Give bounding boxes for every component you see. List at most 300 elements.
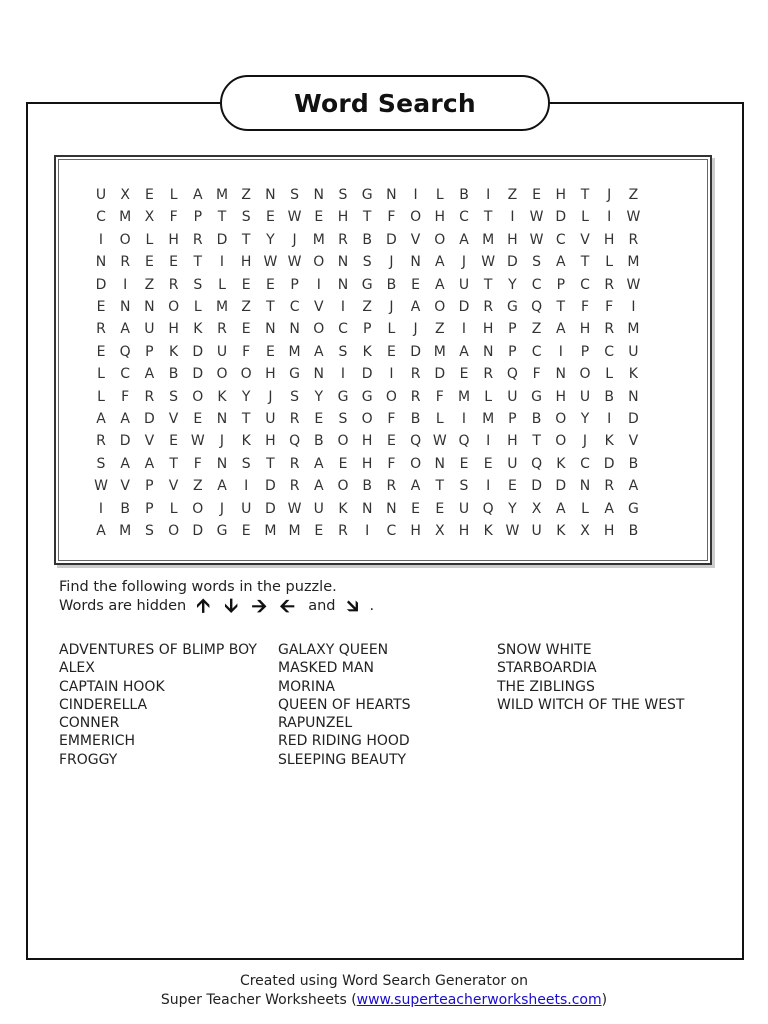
grid-letter: E [144,254,154,271]
word-list-item: ADVENTURES OF BLIMP BOY [59,642,257,658]
grid-letter: B [459,187,469,203]
arrow-down-icon: 🡫 [224,595,239,617]
grid-letter: E [169,254,179,271]
grid-letter: S [338,187,348,203]
grid-letter: T [193,254,203,271]
grid-letter: E [265,343,275,360]
grid-letter: R [289,478,300,495]
grid-letter: M [119,523,132,539]
grid-letter: L [97,388,105,405]
grid-letter: D [192,523,204,539]
grid-letter: U [507,388,518,405]
grid-letter: L [218,276,226,293]
grid-letter: Z [531,321,542,338]
grid-letter: V [628,433,639,450]
instructions [59,578,374,616]
grid-letter: A [217,478,227,495]
grid-letter: E [193,411,203,427]
grid-letter: A [144,455,155,472]
grid-letter: R [338,231,348,248]
grid-letter: S [96,455,106,472]
grid-letter: D [216,231,228,248]
word-list-item: RAPUNZEL [278,715,353,732]
grid-letter: I [316,276,321,293]
grid-letter: Q [482,500,494,517]
grid-letter: A [314,478,324,495]
grid-letter: R [410,388,421,405]
word-list-item: GALAXY QUEEN [278,642,389,658]
grid-letter: R [338,523,348,539]
grid-letter: G [531,388,543,405]
grid-letter: L [193,299,202,315]
grid-letter: O [337,433,349,450]
grid-letter: F [387,209,396,226]
grid-letter: N [579,478,591,495]
grid-letter: S [144,523,154,539]
grid-letter: S [241,209,251,226]
grid-letter: Z [193,478,203,495]
word-list-item: QUEEN OF HEARTS [278,696,411,713]
grid-letter: A [314,455,324,472]
grid-letter: O [555,411,567,427]
grid-letter: E [314,411,324,427]
grid-letter: V [168,478,179,495]
instructions-and: and [308,598,336,614]
grid-letter: D [95,276,107,293]
grid-letter: L [581,209,589,226]
grid-letter: J [413,321,418,338]
grid-letter: S [338,411,348,427]
grid-letter: A [120,321,130,338]
grid-letter: S [532,254,542,271]
grid-letter: L [605,366,614,383]
grid-letter: F [121,388,130,405]
grid-letter: L [169,187,178,203]
grid-letter: G [627,500,639,517]
grid-letter: L [435,411,444,427]
grid-letter: D [555,478,567,495]
grid-letter: T [483,276,493,293]
grid-letter: M [215,299,229,315]
footer-suffix: ) [601,992,608,1008]
grid-letter: S [193,276,203,293]
word-list-column-1 [59,641,257,769]
grid-letter: F [387,455,396,472]
grid-letter: U [95,187,107,203]
grid-letter: C [96,209,106,226]
grid-letter: I [413,187,418,203]
grid-letter: C [120,366,131,383]
grid-letter: D [361,366,373,383]
footer-line-1: Created using Word Search Generator on [239,973,529,989]
grid-letter: W [287,254,302,271]
footer [0,972,768,1010]
grid-letter: O [119,231,131,248]
grid-letter: R [483,366,494,383]
grid-letter: D [265,478,276,495]
grid-letter: P [145,343,154,360]
instructions-line-1: Find the following words in the puzzle. [59,579,337,595]
grid-letter: H [240,254,252,271]
instructions-prefix: Words are hidden [59,598,187,614]
grid-letter: P [193,209,203,226]
arrow-right-icon: 🡪 [251,595,267,617]
grid-letter: S [241,455,251,472]
grid-letter: C [604,343,615,360]
grid-letter: E [483,455,493,472]
grid-letter: U [313,500,324,517]
grid-letter: M [215,187,229,203]
grid-letter: O [579,366,591,383]
grid-letter: I [123,276,128,293]
grid-letter: X [435,523,445,539]
grid-letter: W [287,209,302,226]
grid-letter: R [604,276,615,293]
grid-letter: C [386,523,397,539]
grid-letter: P [508,321,517,338]
grid-letter: R [144,388,155,405]
grid-letter: R [168,276,179,293]
grid-letter: T [266,455,275,472]
word-list-item: WILD WITCH OF THE WEST [497,696,685,713]
grid-letter: K [604,433,614,450]
grid-letter: Z [241,299,251,315]
grid-letter: Y [508,276,517,293]
grid-letter: O [168,299,180,315]
grid-letter: Q [531,455,543,472]
word-list-item: ALEX [59,660,95,677]
grid-letter: P [508,411,517,427]
grid-letter: M [482,411,495,427]
grid-letter: E [96,343,106,360]
grid-letter: F [193,455,202,472]
grid-letter: N [144,299,155,315]
grid-letter: V [168,411,179,427]
grid-letter: J [219,500,225,517]
grid-letter: A [628,478,639,495]
grid-letter: Q [289,433,301,450]
grid-letter: B [531,411,542,427]
grid-letter: E [169,433,179,450]
word-list-item: FROGGY [59,751,118,768]
instructions-line-2 [59,597,374,616]
grid-letter: L [581,500,589,517]
grid-letter: I [461,411,467,427]
grid-letter: K [217,388,227,405]
instructions-period: . [369,598,375,614]
grid-letter: H [361,433,373,450]
footer-link[interactable]: www.superteacherworksheets.com [356,992,602,1008]
grid-letter: N [216,455,228,472]
grid-letter: A [96,411,106,427]
grid-letter: Q [458,433,470,450]
grid-letter: Q [506,366,518,383]
grid-letter: D [555,209,567,226]
grid-letter: B [362,478,372,495]
grid-letter: J [607,187,612,203]
grid-letter: H [507,231,518,248]
grid-letter: N [361,500,373,517]
grid-letter: B [410,411,421,427]
grid-letter: D [265,500,276,517]
grid-letter: Z [144,276,155,293]
grid-letter: E [386,433,396,450]
grid-letter: H [265,366,276,383]
grid-letter: J [461,254,467,271]
grid-letter: T [217,209,227,226]
grid-letter: M [627,254,640,271]
grid-letter: O [337,478,349,495]
grid-letter: C [289,299,300,315]
grid-letter: E [241,523,251,539]
grid-letter: F [605,299,614,315]
grid-letter: W [529,231,544,248]
grid-letter: I [340,299,346,315]
grid-letter: U [216,343,228,360]
word-list-item: RED RIDING HOOD [278,733,410,750]
grid-letter: R [483,299,494,315]
grid-letter: E [459,455,469,472]
grid-letter: R [604,321,615,338]
grid-letter: T [580,254,590,271]
grid-letter: K [628,366,638,383]
grid-letter: N [265,187,276,203]
grid-letter: M [433,343,446,360]
grid-letter: A [435,254,445,271]
grid-letter: E [507,478,517,495]
grid-letter: L [387,321,396,338]
grid-letter: O [313,254,325,271]
grid-letter: E [265,276,275,293]
grid-letter: M [288,523,301,539]
grid-letter: H [555,187,567,203]
grid-letter: O [410,209,422,226]
grid-letter: N [628,388,639,405]
grid-letter: X [531,500,542,517]
grid-letter: I [510,209,515,226]
word-list-column-2 [278,641,411,769]
grid-letter: S [290,187,300,203]
grid-letter: I [607,209,612,226]
grid-letter: K [483,523,493,539]
grid-letter: D [144,411,155,427]
grid-letter: G [361,388,373,405]
grid-letter: Y [241,388,251,405]
grid-letter: G [361,276,373,293]
grid-letter: H [410,523,421,539]
grid-letter: A [96,523,106,539]
grid-letter: Z [241,187,251,203]
grid-letter: O [216,366,228,383]
grid-letter: W [626,209,641,226]
arrow-down-right-icon: 🡮 [346,595,359,617]
grid-letter: C [531,343,542,360]
grid-letter: T [435,478,445,495]
grid-letter: I [486,187,491,203]
grid-letter: O [313,321,325,338]
grid-letter: R [604,478,615,495]
word-list-item: EMMERICH [59,733,136,750]
grid-letter: L [435,187,444,203]
grid-letter: D [410,343,421,360]
grid-letter: O [434,231,446,248]
grid-letter: R [96,321,106,338]
grid-letter: C [580,276,590,293]
grid-letter: U [144,321,155,338]
grid-letter: J [292,231,297,248]
grid-letter: Y [508,500,517,517]
grid-letter: A [556,500,566,517]
grid-letter: P [290,276,299,293]
grid-letter: D [386,231,397,248]
grid-letter: O [168,523,180,539]
grid-letter: H [507,433,518,450]
grid-letter: Q [119,343,131,360]
grid-letter: B [168,366,179,383]
grid-letter: A [556,254,566,271]
grid-letter: U [507,455,518,472]
grid-letter: A [459,231,469,248]
grid-letter: A [459,343,469,360]
grid-letter: Q [531,299,543,315]
grid-letter: T [241,411,251,427]
grid-letter: N [410,254,421,271]
grid-letter: G [216,523,228,539]
grid-letter: E [459,366,469,383]
grid-letter: T [241,231,251,248]
grid-letter: I [631,299,636,315]
grid-letter: D [531,478,542,495]
grid-letter: M [627,321,640,338]
grid-letter: J [389,254,394,271]
grid-letter: R [410,366,421,383]
grid-letter: R [192,231,203,248]
grid-letter: M [119,209,132,226]
word-list-column-3 [497,641,684,714]
grid-letter: Z [362,299,372,315]
grid-letter: V [144,433,155,450]
grid-letter: O [410,455,422,472]
grid-letter: H [579,321,591,338]
grid-letter: U [531,523,542,539]
grid-letter: T [556,299,566,315]
grid-letter: E [241,321,251,338]
grid-letter: I [98,231,104,248]
grid-letter: G [361,187,373,203]
grid-letter: C [459,209,469,226]
grid-letter: R [120,254,131,271]
grid-letter: A [410,299,421,315]
grid-letter: O [434,299,446,315]
arrow-up-icon: 🡩 [196,595,211,617]
grid-letter: L [97,366,105,383]
grid-letter: R [628,231,639,248]
grid-letter: U [458,500,470,517]
grid-letter: Z [435,321,445,338]
grid-letter: O [240,366,252,383]
grid-letter: O [192,388,204,405]
grid-letter: D [628,411,639,427]
grid-letter: G [289,366,301,383]
grid-letter: I [98,500,104,517]
grid-letter: H [555,388,567,405]
grid-letter: D [192,366,204,383]
grid-letter: R [96,433,106,450]
grid-letter: O [192,500,204,517]
grid-letter: S [169,388,179,405]
grid-letter: A [120,411,130,427]
grid-letter: V [314,299,324,315]
grid-letter: A [604,500,614,517]
grid-letter: E [314,523,324,539]
grid-letter: Y [580,411,590,427]
grid-letter: I [244,478,249,495]
grid-letter: R [289,411,300,427]
grid-letter: U [628,343,639,360]
grid-letter: S [338,343,348,360]
grid-letter: N [555,366,567,383]
grid-letter: T [532,433,541,450]
grid-letter: H [458,523,470,539]
grid-letter: P [145,500,154,517]
grid-letter: E [314,209,324,226]
grid-letter: D [603,455,615,472]
grid-letter: M [312,231,325,248]
grid-letter: E [386,343,396,360]
grid-letter: X [120,187,130,203]
grid-letter: N [313,366,325,383]
grid-letter: W [94,478,108,495]
footer-prefix: Super Teacher Worksheets ( [160,992,357,1008]
grid-letter: S [459,478,469,495]
grid-letter: R [217,321,227,338]
grid-letter: B [386,276,397,293]
grid-letter: O [385,388,397,405]
grid-letter: W [529,209,544,226]
grid-letter: K [556,455,566,472]
grid-letter: N [482,343,494,360]
grid-letter: H [361,455,373,472]
grid-letter: K [556,523,566,539]
grid-letter: N [434,455,446,472]
grid-letter: R [289,455,300,472]
grid-letter: X [144,209,155,226]
grid-letter: T [362,209,372,226]
grid-letter: E [435,500,445,517]
grid-letter: B [313,433,324,450]
grid-letter: L [605,254,614,271]
grid-letter: U [241,500,252,517]
grid-letter: H [434,209,446,226]
grid-letter: W [432,433,447,450]
grid-letter: W [263,254,278,271]
grid-letter: N [265,321,276,338]
grid-letter: T [266,299,275,315]
grid-letter: H [168,231,179,248]
grid-letter: Q [410,433,422,450]
grid-letter: N [386,187,397,203]
grid-letter: F [435,388,444,405]
grid-letter: A [144,366,155,383]
grid-letter: P [508,343,517,360]
grid-letter: A [435,276,445,293]
grid-letter: S [290,388,300,405]
grid-letter: Z [507,187,518,203]
grid-letter: Z [628,187,639,203]
grid-letter: H [603,523,615,539]
grid-letter: I [365,523,370,539]
grid-letter: H [337,209,349,226]
